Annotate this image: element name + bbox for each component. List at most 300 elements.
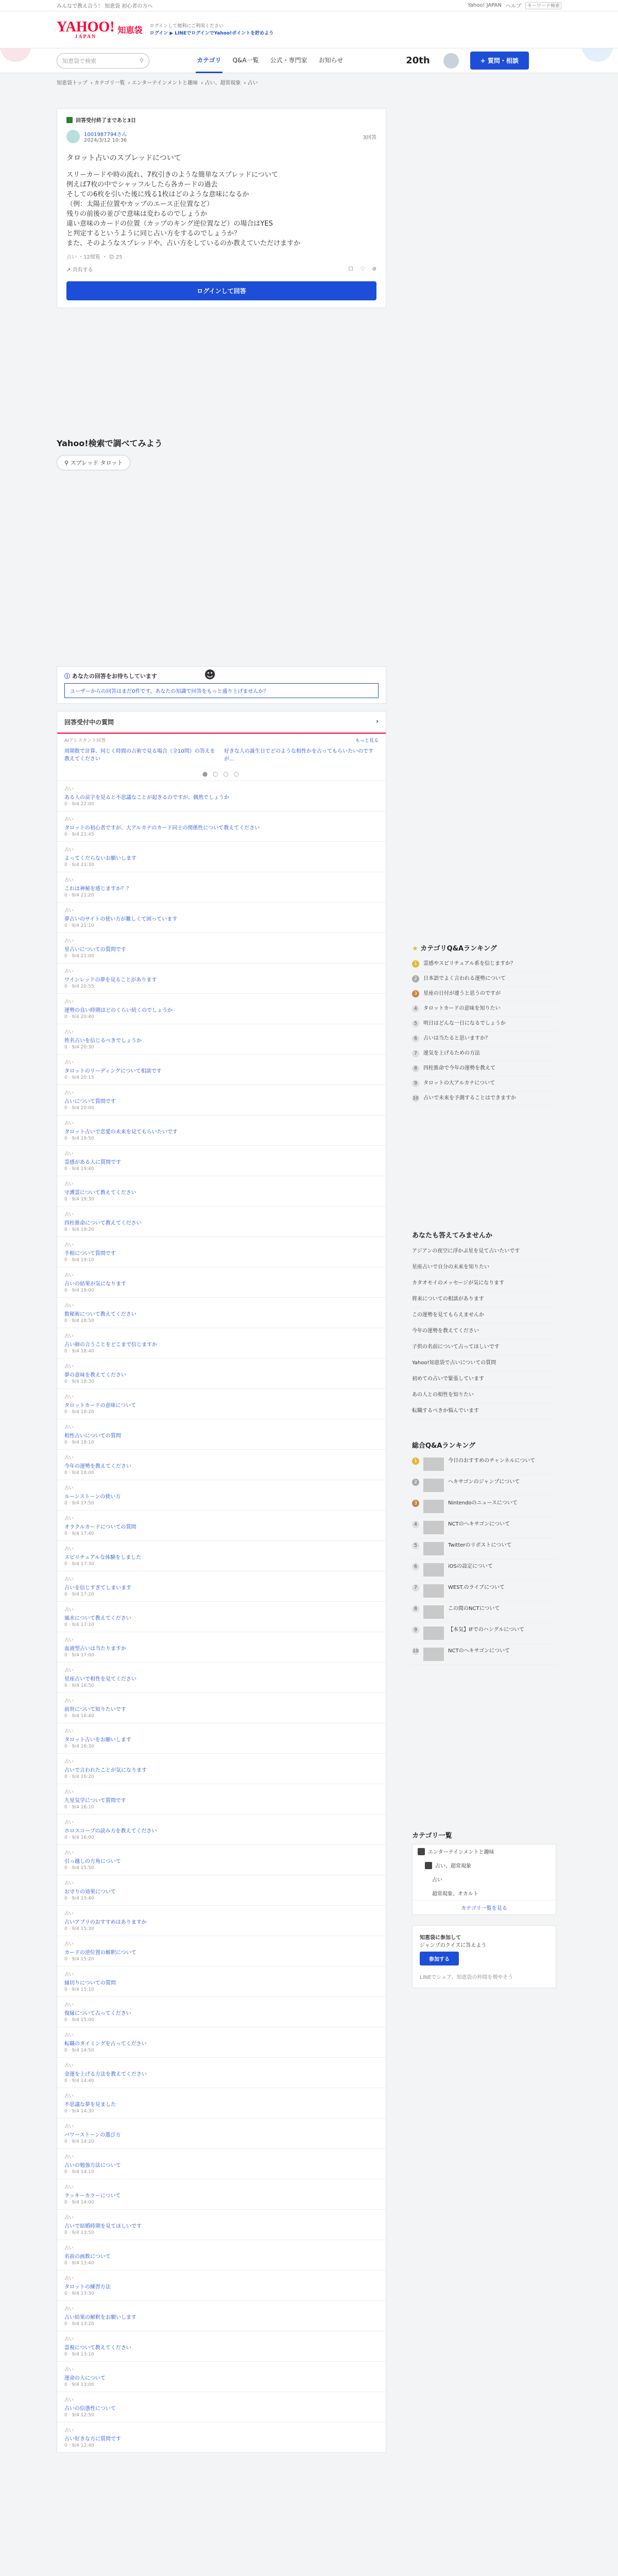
overall-ranking-item[interactable] (412, 1623, 556, 1644)
list-item-meta: 0 · 9/4 15:20 (64, 1957, 94, 1962)
list-item-category: 占い (64, 2155, 74, 2160)
list-item-category: 占い (64, 939, 74, 944)
related-search-section (57, 437, 386, 470)
rank-number: 6 (412, 1563, 419, 1570)
invite-message: ユーザーからの回答はまだ0件です。あなたの知識で回答をもっと盛り上げませんか？ (64, 683, 379, 698)
list-item-meta: 0 · 9/4 14:50 (64, 2048, 94, 2053)
featured-carousel (57, 743, 386, 767)
list-item-title[interactable]: 四柱推命について教えてください (64, 1221, 142, 1226)
ask-button[interactable]: + 質問・相談 (470, 52, 529, 70)
list-item[interactable] (57, 1632, 386, 1662)
invite-title: ⓘ あなたの回答をお待ちしています (64, 673, 157, 680)
service-name[interactable]: 知恵袋 (117, 25, 143, 35)
list-item[interactable] (57, 1996, 386, 2027)
question-title: タロット占いのスプレッドについて (66, 154, 181, 162)
answer-wanted-item[interactable]: 星座占いで自分の未来を知りたい (412, 1260, 556, 1276)
thumbnail (423, 1584, 444, 1598)
list-item-meta: 0 · 9/4 17:10 (64, 1622, 94, 1628)
list-item-title[interactable]: 相性占いについての質問 (64, 1433, 121, 1439)
list-item[interactable] (57, 1510, 386, 1540)
list-item-meta: 0 · 9/4 18:10 (64, 1440, 94, 1445)
answer-wanted-list (412, 1244, 556, 1419)
breadcrumb-item[interactable]: 知恵袋トップ (57, 80, 88, 86)
list-item[interactable] (57, 2392, 386, 2422)
rank-number: 3 (412, 1500, 419, 1507)
ranking-item[interactable] (412, 1091, 556, 1106)
thumbnail (423, 1458, 444, 1471)
list-item-meta: 0 · 9/4 17:00 (64, 1653, 94, 1658)
list-item[interactable] (57, 993, 386, 1024)
list-item[interactable] (57, 872, 386, 902)
list-item-title[interactable]: 復縁について占ってください (64, 2011, 131, 2016)
help-link[interactable]: ヘルプ (506, 4, 521, 9)
list-item-meta: 0 · 9/4 13:20 (64, 2321, 94, 2327)
list-item[interactable] (57, 1875, 386, 1905)
list-item-title[interactable]: 金運を上げる方法を教えてください (64, 2072, 147, 2077)
ranking-item-title: Nintendoのニュースについて (448, 1500, 518, 1506)
thumbnail (423, 1542, 444, 1555)
list-item-category: 占い (64, 2033, 74, 2038)
list-item-meta: 0 · 9/4 21:45 (64, 832, 94, 837)
avatar[interactable] (66, 130, 80, 143)
list-item-category: 占い (64, 1942, 74, 1947)
list-item-meta: 0 · 9/4 12:50 (64, 2413, 94, 2418)
ranking-item-title: 占いは当たると思いますか？ (423, 1036, 490, 1041)
list-item[interactable] (57, 2361, 386, 2392)
ranking-item[interactable] (412, 1002, 556, 1016)
list-item[interactable] (57, 2422, 386, 2452)
login-link[interactable]: ログイン ▶ LINEでログインでYahoo!ポイントを貯めよう (149, 30, 274, 36)
list-item-meta: 0 · 9/4 21:20 (64, 893, 94, 898)
list-item[interactable] (57, 1297, 386, 1328)
rank-number: 9 (412, 1626, 419, 1634)
list-item-title[interactable]: パワーストーンの選び方 (64, 2132, 121, 2138)
list-item-category: 占い (64, 2003, 74, 2008)
list-item[interactable] (57, 2270, 386, 2300)
answer-wanted-item[interactable]: アジアンの夜空に浮かぶ星を見て占いたいです (412, 1244, 556, 1260)
avatar[interactable] (443, 53, 459, 69)
list-item[interactable] (57, 1419, 386, 1449)
list-item[interactable] (57, 781, 386, 811)
list-item[interactable] (57, 2088, 386, 2118)
answer-wanted-item[interactable]: この運勢を見てもらえませんか (412, 1308, 556, 1324)
list-item-category: 占い (64, 878, 74, 883)
bookmark-icon[interactable]: ☐ (348, 266, 353, 272)
list-item[interactable] (57, 1328, 386, 1358)
list-item-title[interactable]: 今年の運勢を教えてください (64, 1464, 131, 1469)
answer-wanted-item[interactable]: 今年の運勢を教えてください (412, 1324, 556, 1340)
list-item[interactable] (57, 1966, 386, 1996)
breadcrumb-item[interactable]: エンターテインメントと趣味 (131, 80, 198, 86)
share-button[interactable]: ↗ 共有する (66, 267, 93, 273)
category-list (412, 1844, 556, 1915)
list-item-title[interactable]: スピリチュアルな体験をしました (64, 1555, 142, 1561)
chevron-right-icon[interactable]: › (376, 718, 379, 725)
list-item[interactable] (57, 1784, 386, 1814)
author-name[interactable]: 1001987794さん (84, 132, 127, 138)
list-item-category: 占い (64, 1638, 74, 1643)
list-item-title[interactable]: これは神秘を感じますか？？ (64, 886, 131, 892)
tab-official[interactable]: 公式・専門家 (270, 56, 307, 64)
list-item-meta: 0 · 9/4 20:40 (64, 1014, 94, 1020)
list-item-meta: 0 · 9/4 15:50 (64, 1866, 94, 1871)
list-item-meta: 0 · 9/4 18:40 (64, 1349, 94, 1354)
list-item-category: 占い (64, 1151, 74, 1157)
list-item[interactable] (57, 1176, 386, 1206)
list-item[interactable] (57, 811, 386, 841)
ranking-item[interactable] (412, 1076, 556, 1091)
overall-ranking-item[interactable] (412, 1496, 556, 1517)
list-item-title[interactable]: 縁切りについての質問 (64, 1980, 116, 1986)
list-item-title[interactable]: 引っ越しの方角について (64, 1859, 121, 1865)
overall-ranking-list (412, 1454, 556, 1665)
list-item-title[interactable]: 数秘術について教えてください (64, 1312, 136, 1317)
list-item-meta: 0 · 9/4 15:40 (64, 1896, 94, 1901)
ranking-item[interactable] (412, 1046, 556, 1061)
list-item[interactable] (57, 1145, 386, 1176)
question-body: スリーカードや時の流れ、7枚引きのような簡単なスプレッドについて 例えば7枚の中でシャッフルしたら各カードの過去 そしての6枚を引いた後に残る1枚はどのような意味になるか （例：太陽正位置やカップのエース正位置など） 残りの前後の並びで意味は変わるのでしょうか 違い意味のカードの位置（カップのキング逆位置など）の場合はYES と判定するというように同じ占い方をするのでしょうか？ また、そのようなスプレッドや、占い方をしているのか教えていただけますか (66, 171, 301, 247)
breadcrumb-item[interactable]: カテゴリ一覧 (94, 80, 125, 86)
list-item-title[interactable]: 占いの勉強方法について (64, 2163, 121, 2168)
list-item[interactable] (57, 2027, 386, 2057)
list-item-category: 占い (64, 2215, 74, 2221)
list-item-title[interactable]: ある人の苗字を見ると不思議なことが起きるのですが、偶然でしょうか (64, 795, 229, 801)
rank-number: 5 (412, 1542, 419, 1549)
list-item-category: 占い (64, 1607, 74, 1613)
ranking-item-title: ヘキサゴンのジャンプについて (448, 1479, 520, 1485)
list-item-title[interactable]: 占いを信じすぎてしまいます (64, 1585, 131, 1591)
list-item[interactable] (57, 1358, 386, 1388)
list-item-title[interactable]: タロットのリーディングについて相談です (64, 1069, 162, 1074)
list-item-meta: 0 · 9/4 18:20 (64, 1410, 94, 1415)
list-item[interactable] (57, 2118, 386, 2148)
list-item-title[interactable]: 九星気学について質問です (64, 1798, 126, 1804)
list-item-title[interactable]: 星座占いで相性を見てください (64, 1676, 136, 1682)
list-item-meta: 0 · 9/4 16:20 (64, 1774, 94, 1780)
category-item[interactable]: エンターテインメントと趣味 (413, 1844, 556, 1858)
list-item-category: 占い (64, 1972, 74, 1977)
list-item-meta: 0 · 9/4 20:30 (64, 1045, 94, 1050)
see-more-link[interactable]: もっと見る (355, 738, 379, 743)
list-item-title[interactable]: 転職のタイミングを占ってください (64, 2041, 147, 2047)
plus-icon: + (480, 57, 488, 64)
list-item-category: 占い (64, 1820, 74, 1825)
status-badge: 回答受付終了まであと3日 (66, 116, 376, 124)
list-item[interactable] (57, 1024, 386, 1054)
main-column (57, 108, 386, 2453)
overall-ranking-item[interactable] (412, 1454, 556, 1475)
list-item-category: 占い (64, 1060, 74, 1065)
promo-text: ジャンプのクイズに答えよう (420, 1943, 487, 1948)
list-item[interactable] (57, 1723, 386, 1753)
overall-ranking-item[interactable] (412, 1517, 556, 1538)
list-item-meta: 0 · 9/4 20:15 (64, 1075, 94, 1080)
category-item[interactable]: 占い、超常現象 (413, 1858, 556, 1872)
list-item-category: 占い (64, 1881, 74, 1886)
list-item-meta: 0 · 9/4 17:20 (64, 1592, 94, 1597)
top-bar (0, 0, 618, 11)
list-item-title[interactable]: タロット占いをお願いします (64, 1737, 131, 1743)
list-item-title[interactable]: 血液型占いは当たりますか (64, 1646, 126, 1652)
list-item[interactable] (57, 1388, 386, 1419)
all-categories-link[interactable]: カテゴリ一覧を見る (413, 1900, 556, 1914)
list-item-title[interactable]: 占いについて質問です (64, 1099, 116, 1105)
sidebar (412, 108, 556, 1988)
list-item-category: 占い (64, 2276, 74, 2281)
list-item-meta: 0 · 9/4 19:30 (64, 1197, 94, 1202)
list-item-category: 占い (64, 1790, 74, 1795)
list-item-meta: 0 · 9/4 13:10 (64, 2352, 94, 2357)
list-item-category: 占い (64, 848, 74, 853)
list-item-title[interactable]: 占いで結婚時期を見てほしいです (64, 2224, 142, 2229)
list-item-title[interactable]: 夢の意味を教えてください (64, 1372, 126, 1378)
thumbnail (423, 1605, 444, 1619)
thumbnail (423, 1479, 444, 1492)
category-item[interactable]: 占い (432, 1877, 442, 1883)
ranking-item-title: iOSの設定について (448, 1564, 493, 1569)
carousel-item[interactable]: 好きな人の誕生日でどのような相性かを占ってもらいたいのですが… (224, 749, 373, 762)
list-item-title[interactable]: 占いの結果が気になります (64, 1281, 126, 1287)
list-item[interactable] (57, 1054, 386, 1084)
list-item[interactable] (57, 1601, 386, 1632)
ranking-icon: ★ (412, 945, 418, 953)
list-item[interactable] (57, 1692, 386, 1723)
list-item[interactable] (57, 2057, 386, 2088)
list-item-title[interactable]: 占いアプリのおすすめはありますか (64, 1920, 147, 1925)
overall-ranking-item[interactable] (412, 1581, 556, 1602)
list-item[interactable] (57, 1662, 386, 1692)
list-item[interactable] (57, 1540, 386, 1571)
list-item-category: 占い (64, 969, 74, 974)
list-item-category: 占い (64, 1182, 74, 1187)
list-item[interactable] (57, 1571, 386, 1601)
list-item-title[interactable]: ホロスコープの読み方を教えてください (64, 1828, 157, 1834)
list-item-meta: 0 · 9/4 20:55 (64, 984, 94, 989)
category-list-title: カテゴリ一覧 (412, 1832, 452, 1840)
ranking-item-title: 【本気】IFでのハングルについて (448, 1627, 525, 1633)
breadcrumb-item[interactable]: 占い、超常現象 (204, 80, 241, 86)
info-icon: ⓘ (64, 673, 70, 680)
list-item-category: 占い (64, 1699, 74, 1704)
ranking-item[interactable] (412, 957, 556, 972)
top-search-input[interactable] (525, 2, 561, 9)
list-item[interactable] (57, 2331, 386, 2361)
list-item-title[interactable]: よってくだらないお願いします (64, 856, 136, 861)
ranking-item-title: 星座の日付が違うと思うのですが (423, 991, 501, 996)
list-item-title[interactable]: 占い師の言うことをどこまで信じますか (64, 1342, 157, 1348)
ranking-item-title: 今日のおすすめのチャンネルについて (448, 1458, 536, 1464)
list-item-title[interactable]: 風水について教えてください (64, 1616, 131, 1621)
answer-wanted-item[interactable]: あの人との相性を知りたい (412, 1387, 556, 1403)
category-icon (425, 1862, 432, 1869)
yahoo-top-link[interactable]: Yahoo! JAPAN (468, 3, 502, 8)
list-item-meta: 0 · 9/4 20:00 (64, 1106, 94, 1111)
list-item-title[interactable]: 名前の画数について (64, 2254, 111, 2260)
list-item-title[interactable]: ラッキーカラーについて (64, 2193, 121, 2199)
list-item-category: 占い (64, 2398, 74, 2403)
answer-wanted-item[interactable]: 子供の名前について占ってほしいです (412, 1340, 556, 1355)
ranking-item-title: 四柱推命で今年の運勢を教えて (423, 1065, 495, 1071)
list-item-title[interactable]: 不思議な夢を見ました (64, 2102, 116, 2108)
top-bar-left[interactable]: みんなで教え合う！ 知恵袋 初心者の方へ (57, 4, 153, 9)
list-item-meta: 0 · 9/4 15:30 (64, 1926, 94, 1931)
site-search-input[interactable]: 知恵袋で検索 ⚲ (57, 53, 149, 69)
ranking-item[interactable] (412, 1016, 556, 1031)
related-search-chip[interactable]: ⚲ スプレッド タロット (57, 455, 130, 470)
ranking-item-title: 占いで未来を予測することはできますか (423, 1095, 516, 1101)
tab-category[interactable]: カテゴリ (196, 48, 222, 73)
thumbnail (423, 1648, 444, 1661)
list-item-meta: 0 · 9/4 17:30 (64, 1562, 94, 1567)
list-item[interactable] (57, 2240, 386, 2270)
list-item-title[interactable]: 占い結果の解釈をお願いします (64, 2315, 136, 2320)
tab-news[interactable]: お知らせ (318, 56, 344, 64)
thumbnail (423, 1563, 444, 1577)
carousel-dots[interactable]: ● ○ ○ ○ (202, 770, 241, 777)
overall-ranking-item[interactable] (412, 1475, 556, 1496)
list-item-title[interactable]: タロットカードの意味について (64, 1403, 136, 1409)
list-item-title[interactable]: タロット占いで恋愛の未来を見てもらいたいです (64, 1129, 178, 1135)
overall-ranking-item[interactable] (412, 1644, 556, 1665)
list-item-meta: 0 · 9/4 18:50 (64, 1318, 94, 1324)
list-item[interactable] (57, 1814, 386, 1844)
list-item[interactable] (57, 841, 386, 872)
breadcrumb-item[interactable]: 占い (247, 80, 258, 86)
ranking-item-title: この間のNCTについて (448, 1606, 500, 1612)
list-item-category: 占い (64, 1516, 74, 1521)
list-item-meta: 0 · 9/4 16:40 (64, 1714, 94, 1719)
list-item-title[interactable]: 姓名占いを信じるべきでしょうか (64, 1038, 142, 1044)
list-item-title[interactable]: 運勢の良い時期はどのくらい続くのでしょうか (64, 1008, 173, 1013)
overall-ranking-item[interactable] (412, 1538, 556, 1560)
carousel-item[interactable]: 周期数で計算、同じく時間の占術で見る場合（全10問）の答えを教えてください (64, 749, 215, 762)
list-item[interactable] (57, 1753, 386, 1784)
ranking-item[interactable] (412, 987, 556, 1002)
list-item[interactable] (57, 1844, 386, 1875)
list-item-title[interactable]: タロットの練習方法 (64, 2284, 111, 2290)
recent-questions-panel (57, 711, 386, 2453)
list-item[interactable] (57, 1480, 386, 1510)
answer-invite (57, 666, 386, 704)
list-item[interactable] (57, 2148, 386, 2179)
list-item-meta: 0 · 9/4 13:50 (64, 2230, 94, 2235)
overall-ranking-title: 総合Q&Aランキング (412, 1442, 476, 1450)
list-item-title[interactable]: カードの逆位置の解釈について (64, 1950, 136, 1956)
list-item-category: 占い (64, 2246, 74, 2251)
report-icon[interactable]: ⊘ (372, 266, 376, 272)
rank-number: 3 (412, 990, 419, 997)
list-item-title[interactable]: 運命の人について (64, 2376, 106, 2381)
like-icon[interactable]: ♡ (360, 266, 365, 272)
answer-wanted-item[interactable]: Yahoo!知恵袋で占いについての質問 (412, 1355, 556, 1371)
list-item-category: 占い (64, 1334, 74, 1339)
yahoo-logo[interactable]: YAHOO! JAPAN (57, 19, 115, 40)
list-item-title[interactable]: 霊視について教えてください (64, 2345, 131, 2351)
list-item-meta: 0 · 9/4 14:20 (64, 2139, 94, 2144)
answer-wanted-item[interactable]: 転職するべきか悩んでいます (412, 1403, 556, 1419)
list-item[interactable] (57, 1084, 386, 1115)
list-item-title[interactable]: 手相について質問です (64, 1251, 116, 1257)
answer-wanted-item[interactable]: カタオモイのメッセージが気になります (412, 1276, 556, 1292)
rank-number: 6 (412, 1035, 419, 1042)
overall-ranking-item[interactable] (412, 1602, 556, 1623)
list-item-meta: 0 · 9/4 16:50 (64, 1683, 94, 1688)
search-icon[interactable]: ⚲ (139, 57, 144, 64)
overall-ranking-item[interactable] (412, 1560, 556, 1581)
promo-text: 知恵袋に参加して (420, 1935, 461, 1941)
list-item-category: 占い (64, 1030, 74, 1035)
list-item[interactable] (57, 1206, 386, 1236)
list-item[interactable] (57, 1236, 386, 1267)
login-to-answer-button[interactable]: ログインして回答 (66, 281, 376, 300)
list-item[interactable] (57, 1115, 386, 1145)
thumbnail (423, 1521, 444, 1534)
list-item-category: 占い (64, 1911, 74, 1917)
list-item-title[interactable]: 星占いについての質問です (64, 947, 126, 953)
list-item-category: 占い (64, 999, 74, 1005)
question-actions (66, 265, 376, 273)
list-item[interactable] (57, 1449, 386, 1480)
list-item-category: 占い (64, 1425, 74, 1430)
list-item-title[interactable]: 霊感がある人に質問です (64, 1160, 121, 1165)
answer-wanted-item[interactable]: 初めての占いで緊張しています (412, 1371, 556, 1387)
question-meta: 占い ・12閲覧 ・ 😊 25 (66, 255, 123, 260)
rank-number: 2 (412, 975, 419, 982)
list-item-title[interactable]: 占いで言われたことが気になります (64, 1768, 147, 1773)
list-item-title[interactable]: タロットの初心者ですが、大アルカナのカード同士の関係性について教えてください (64, 825, 260, 831)
list-item-category: 占い (64, 2063, 74, 2069)
ranking-item[interactable] (412, 972, 556, 987)
list-item-title[interactable]: オラクルカードについての質問 (64, 1524, 136, 1530)
answer-wanted-item[interactable]: 将来についての相談があります (412, 1292, 556, 1308)
list-item-meta: 0 · 9/4 22:00 (64, 802, 94, 807)
list-item[interactable] (57, 2179, 386, 2209)
list-item[interactable] (57, 902, 386, 933)
list-item-title[interactable]: ワインレッドの夢を見ることがあります (64, 977, 157, 983)
promo-note: LINEでシェア、知恵袋の仲間を増やそう (420, 1975, 513, 1980)
tab-qa-list[interactable]: Q&A一覧 (232, 56, 259, 64)
list-item-category: 占い (64, 1851, 74, 1856)
list-item[interactable] (57, 1936, 386, 1966)
list-item[interactable] (57, 933, 386, 963)
list-item-title[interactable]: 夢占いのサイトの使い方が難しくて困っています (64, 917, 178, 922)
list-item-title[interactable]: 守護霊について教えてください (64, 1190, 136, 1196)
list-item[interactable] (57, 1905, 386, 1936)
list-item-category: 占い (64, 1729, 74, 1734)
rank-number: 2 (412, 1479, 419, 1486)
category-ranking-title: ★ カテゴリQ&Aランキング (412, 945, 497, 953)
list-item-title[interactable]: ルーンストーンの使い方 (64, 1494, 121, 1500)
ranking-item[interactable] (412, 1061, 556, 1076)
list-item[interactable] (57, 963, 386, 993)
list-item-title[interactable]: お守りの効果について (64, 1889, 116, 1895)
rank-number: 9 (412, 1080, 419, 1087)
list-item-title[interactable]: 前世について知りたいです (64, 1707, 126, 1713)
promo-join-button[interactable]: 参加する (420, 1952, 459, 1965)
category-item[interactable]: 超常現象、オカルト (432, 1891, 478, 1897)
breadcrumb: 知恵袋トップ › カテゴリ一覧 › エンターテインメントと趣味 › 占い、超常現象 › 占い (57, 80, 258, 86)
list-item[interactable] (57, 1267, 386, 1297)
list-item-title[interactable]: 占い好きな方に質問です (64, 2436, 121, 2442)
list-item-title[interactable]: 占いの信憑性について (64, 2406, 116, 2412)
list-item[interactable] (57, 2209, 386, 2240)
ranking-item[interactable] (412, 1031, 556, 1046)
list-item-category: 占い (64, 2367, 74, 2372)
list-item-category: 占い (64, 2124, 74, 2129)
list-item-category: 占い (64, 1243, 74, 1248)
post-date: 2024/3/12 10:36 (84, 138, 127, 143)
list-item[interactable] (57, 2300, 386, 2331)
